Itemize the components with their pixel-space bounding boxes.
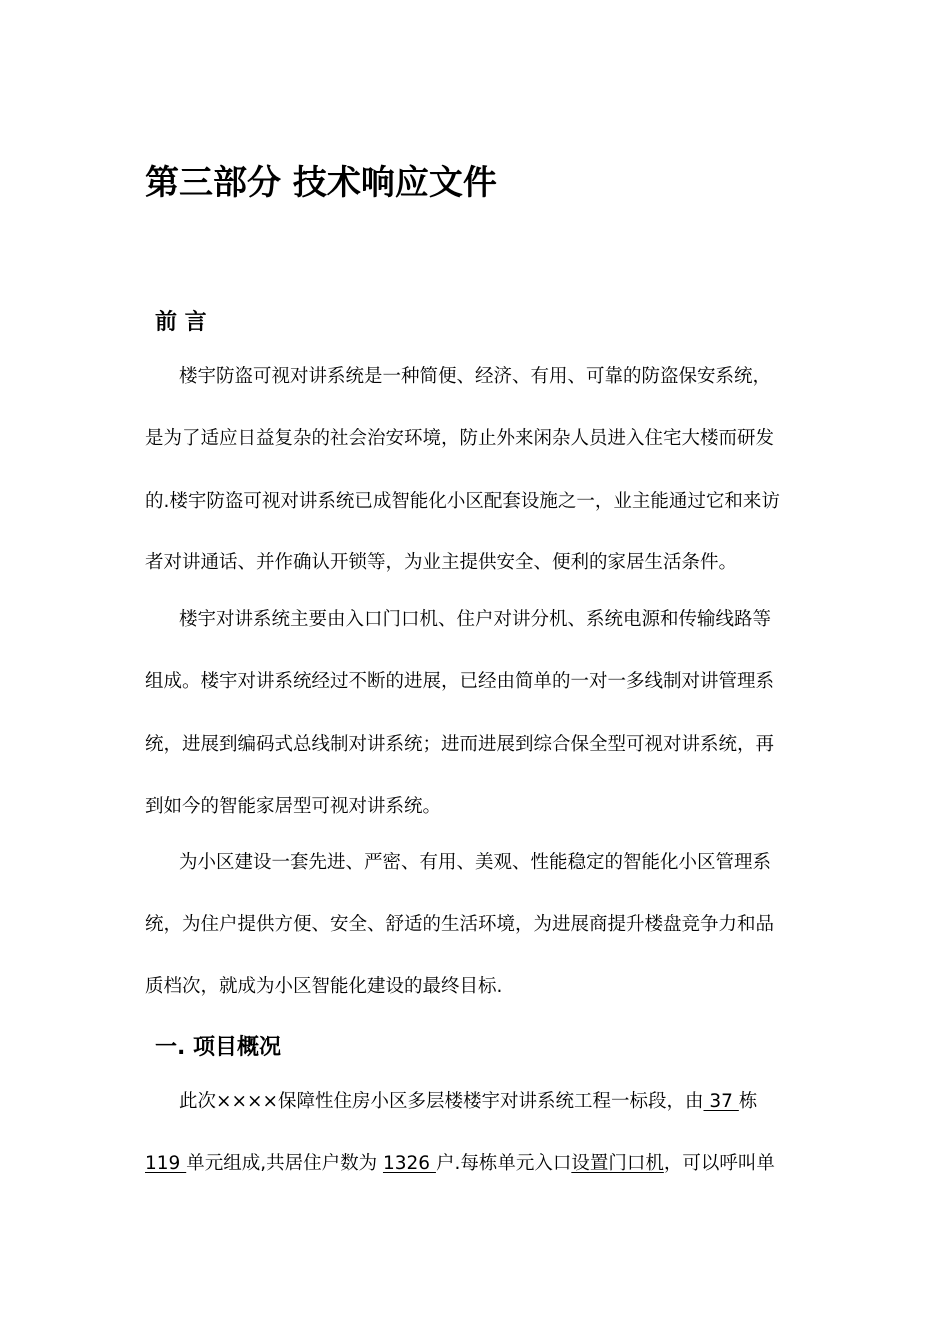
door-station-setting: 设置门口机 (571, 1153, 664, 1174)
preface-line: 是为了适应日益复杂的社会治安环境，防止外来闲杂人员进入住宅大楼而研发 (145, 428, 775, 449)
building-count: 37 (703, 1091, 739, 1112)
preface-line: 统，为住户提供方便、安全、舒适的生活环境，为进展商提升楼盘竞争力和品 (145, 914, 775, 935)
household-count: 1326 (382, 1153, 436, 1174)
preface-line: 楼宇防盗可视对讲系统是一种简便、经济、有用、可靠的防盗保安系统， (179, 366, 772, 387)
preface-line: 到如今的智能家居型可视对讲系统。 (145, 796, 442, 817)
preface-heading: 前 言 (155, 310, 207, 335)
preface-line: 者对讲通话、并作确认开锁等，为业主提供安全、便利的家居生活条件。 (145, 552, 738, 573)
preface-line: 为小区建设一套先进、严密、有用、美观、性能稳定的智能化小区管理系 (179, 852, 772, 873)
overview-heading: 一. 项目概况 (155, 1035, 282, 1060)
preface-line: 质档次，就成为小区智能化建设的最终目标. (145, 976, 503, 997)
overview-text: ，可以呼叫单 (663, 1153, 775, 1174)
preface-line: 楼宇对讲系统主要由入口门口机、住户对讲分机、系统电源和传输线路等 (179, 609, 772, 630)
page-title: 第三部分 技术响应文件 (145, 163, 497, 203)
preface-line: 组成。楼宇对讲系统经过不断的进展，已经由简单的一对一多线制对讲管理系 (145, 671, 775, 692)
preface-line: 统，进展到编码式总线制对讲系统；进而进展到综合保全型可视对讲系统，再 (145, 734, 775, 755)
overview-text: 户.每栋单元入口 (435, 1153, 572, 1174)
preface-line: 的.楼宇防盗可视对讲系统已成智能化小区配套设施之一，业主能通过它和来访 (145, 491, 780, 512)
overview-line-2 (145, 1152, 775, 1176)
overview-text: 单元组成,共居住户数为 (186, 1153, 383, 1174)
overview-line-1 (179, 1090, 757, 1114)
building-unit: 栋 (738, 1091, 758, 1112)
unit-count: 119 (145, 1153, 187, 1174)
overview-text: 此次××××保障性住房小区多层楼楼宇对讲系统工程一标段，由 (179, 1091, 704, 1112)
